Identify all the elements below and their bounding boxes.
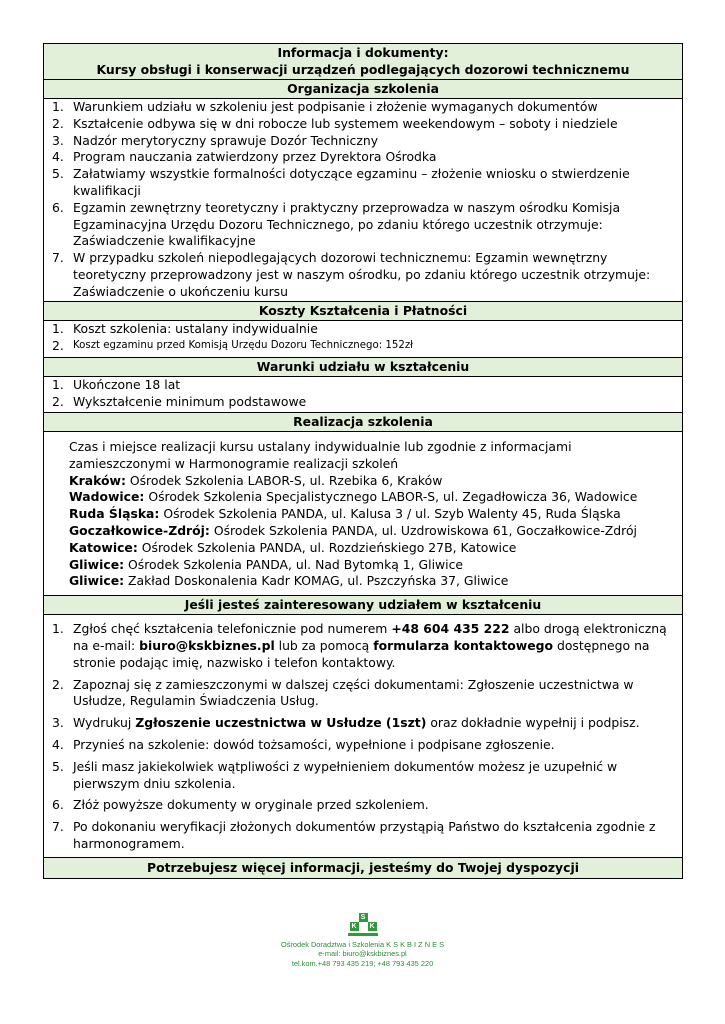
document-table xyxy=(43,43,683,879)
list-item: 3. Wydrukuj Zgłoszenie uczestnictwa w Usłudze (1szt) oraz dokładnie wypełnij i podpisz. xyxy=(52,715,640,731)
section-organizacja xyxy=(44,99,682,302)
list-item: 6. Egzamin zewnętrzny teoretyczny i praktyczny przeprowadza w naszym ośrodku Komisja Egzaminacyjna Urzędu Dozoru Technicznego, po zdaniu którego uczestnik otrzymuje: Zaświadczenie kwalifikacyjne xyxy=(52,199,621,249)
steps-list xyxy=(44,621,682,853)
section-zainteresowany xyxy=(44,615,682,858)
footer-email: e-mail: biuro@kskbiznes.pl xyxy=(318,949,407,959)
logo-letter: K xyxy=(369,923,375,930)
title-line-2: Kursy obsługi i konserwacji urządzeń podlegających dozorowi technicznemu xyxy=(96,61,630,77)
location-line: Gliwice: Zakład Doskonalenia Kadr KOMAG, ul. Pszczyńska 37, Gliwice xyxy=(69,573,509,589)
section-koszty xyxy=(44,321,682,359)
organizacja-list xyxy=(44,99,682,301)
section-heading-warunki: Warunki udziału w kształceniu xyxy=(44,358,682,377)
location-line: Kraków: Ośrodek Szkolenia LABOR-S, ul. Rzebika 6, Kraków xyxy=(69,472,443,488)
section-heading-realizacja: Realizacja szkolenia xyxy=(44,413,682,432)
location-line: Wadowice: Ośrodek Szkolenia Specjalistycznego LABOR-S, ul. Zegadłowicza 36, Wadowice xyxy=(69,489,638,505)
list-item: 1. Warunkiem udziału w szkoleniu jest podpisanie i złożenie wymaganych dokumentów xyxy=(52,99,598,114)
list-item: 4. Przynieś na szkolenie: dowód tożsamości, wypełnione i podpisane zgłoszenie. xyxy=(52,736,555,752)
list-item: 6. Złóż powyższe dokumenty w oryginale przed szkoleniem. xyxy=(52,797,429,813)
list-item: 5. Załatwiamy wszystkie formalności dotyczące egzaminu – złożenie wniosku o stwierdzenie kwalifikacji xyxy=(52,166,630,198)
list-item: 1. Zgłoś chęć kształcenia telefonicznie pod numerem +48 604 435 222 albo drogą elektroniczną na e-mail: biuro@kskbiznes.pl lub za pomocą formularza kontaktowego dostępnego na stronie podając imię, nazwisko i telefon kontaktowy. xyxy=(52,621,667,670)
location-line: Ruda Śląska: Ośrodek Szkolenia PANDA, ul. Kalusa 3 / ul. Szyb Walenty 45, Ruda Śląska xyxy=(69,506,621,522)
list-item: 7. W przypadku szkoleń niepodlegających dozorowi technicznemu: Egzamin wewnętrzny teoretyczny przeprowadzony jest w naszym ośrodku, po zdaniu którego uczestnik otrzymuje: Zaświadczenie o ukończeniu kursu xyxy=(52,250,651,299)
list-item: 2. Kształcenie odbywa się w dni robocze lub systemem weekendowym – soboty i niedziele xyxy=(52,115,618,131)
ksk-logo xyxy=(346,912,380,936)
logo-bar xyxy=(348,933,378,936)
section-heading-organizacja: Organizacja szkolenia xyxy=(44,80,682,99)
section-warunki xyxy=(44,377,682,413)
list-item: 2. Zapoznaj się z zamieszczonymi w dalszej części dokumentami: Zgłoszenie uczestnictwa w Usłudze, Regulamin Świadczenia Usług. xyxy=(52,676,634,709)
location-line: Gliwice: Ośrodek Szkolenia PANDA, ul. Nad Bytomką 1, Gliwice xyxy=(69,556,464,572)
warunki-list xyxy=(44,377,682,411)
location-list xyxy=(69,473,674,591)
section-realizacja xyxy=(44,432,682,596)
document-title xyxy=(44,44,682,80)
email-address: biuro@kskbiznes.pl xyxy=(139,637,275,653)
logo-letter: K xyxy=(351,923,357,930)
list-item: 2. Koszt egzaminu przed Komisją Urzędu Dozoru Technicznego: 152zł xyxy=(52,338,414,354)
section-heading-koszty: Koszty Kształcenia i Płatności xyxy=(44,302,682,321)
title-line-1: Informacja i dokumenty: xyxy=(277,45,449,60)
list-item: 1. Ukończone 18 lat xyxy=(52,377,181,393)
section-heading-zainteresowany: Jeśli jesteś zainteresowany udziałem w kształceniu xyxy=(44,596,682,615)
list-item: 2. Wykształcenie minimum podstawowe xyxy=(52,394,307,410)
list-item: 3. Nadzór merytoryczny sprawuje Dozór Techniczny xyxy=(52,132,379,148)
footer-company: Ośrodek Doradztwa i Szkolenia K S K B I Z N E S xyxy=(280,940,445,950)
list-item: 5. Jeśli masz jakiekolwiek wątpliwości z wypełnieniem dokumentów możesz je uzupełnić w pierwszym dniu szkolenia. xyxy=(52,758,618,791)
list-item: 7. Po dokonaniu weryfikacji złożonych dokumentów przystąpią Państwo do kształcenia zgodnie z harmonogramem. xyxy=(52,819,656,851)
logo-letter: S xyxy=(359,913,368,922)
location-line: Goczałkowice-Zdrój: Ośrodek Szkolenia PANDA, ul. Uzdrowiskowa 61, Goczałkowice-Zdrój xyxy=(69,522,637,538)
location-line: Katowice: Ośrodek Szkolenia PANDA, ul. Rozdzieńskiego 27B, Katowice xyxy=(69,539,517,555)
closing-heading: Potrzebujesz więcej informacji, jesteśmy do Twojej dyspozycji xyxy=(44,858,682,878)
footer-phone: tel.kom.+48 793 435 219; +48 793 435 220 xyxy=(291,958,434,968)
koszty-list xyxy=(44,321,682,356)
list-item: 1. Koszt szkolenia: ustalany indywidualnie xyxy=(52,320,318,336)
phone-number: +48 604 435 222 xyxy=(391,621,510,637)
page-footer xyxy=(0,912,725,968)
contact-form-link[interactable]: formularza kontaktowego xyxy=(373,637,554,653)
list-item: 4. Program nauczania zatwierdzony przez Dyrektora Ośrodka xyxy=(52,149,437,165)
realizacja-intro: Czas i miejsce realizacji kursu ustalany indywidualnie lub zgodnie z informacjami zamieszczonymi w Harmonogramie realizacji szkoleń xyxy=(69,438,572,471)
